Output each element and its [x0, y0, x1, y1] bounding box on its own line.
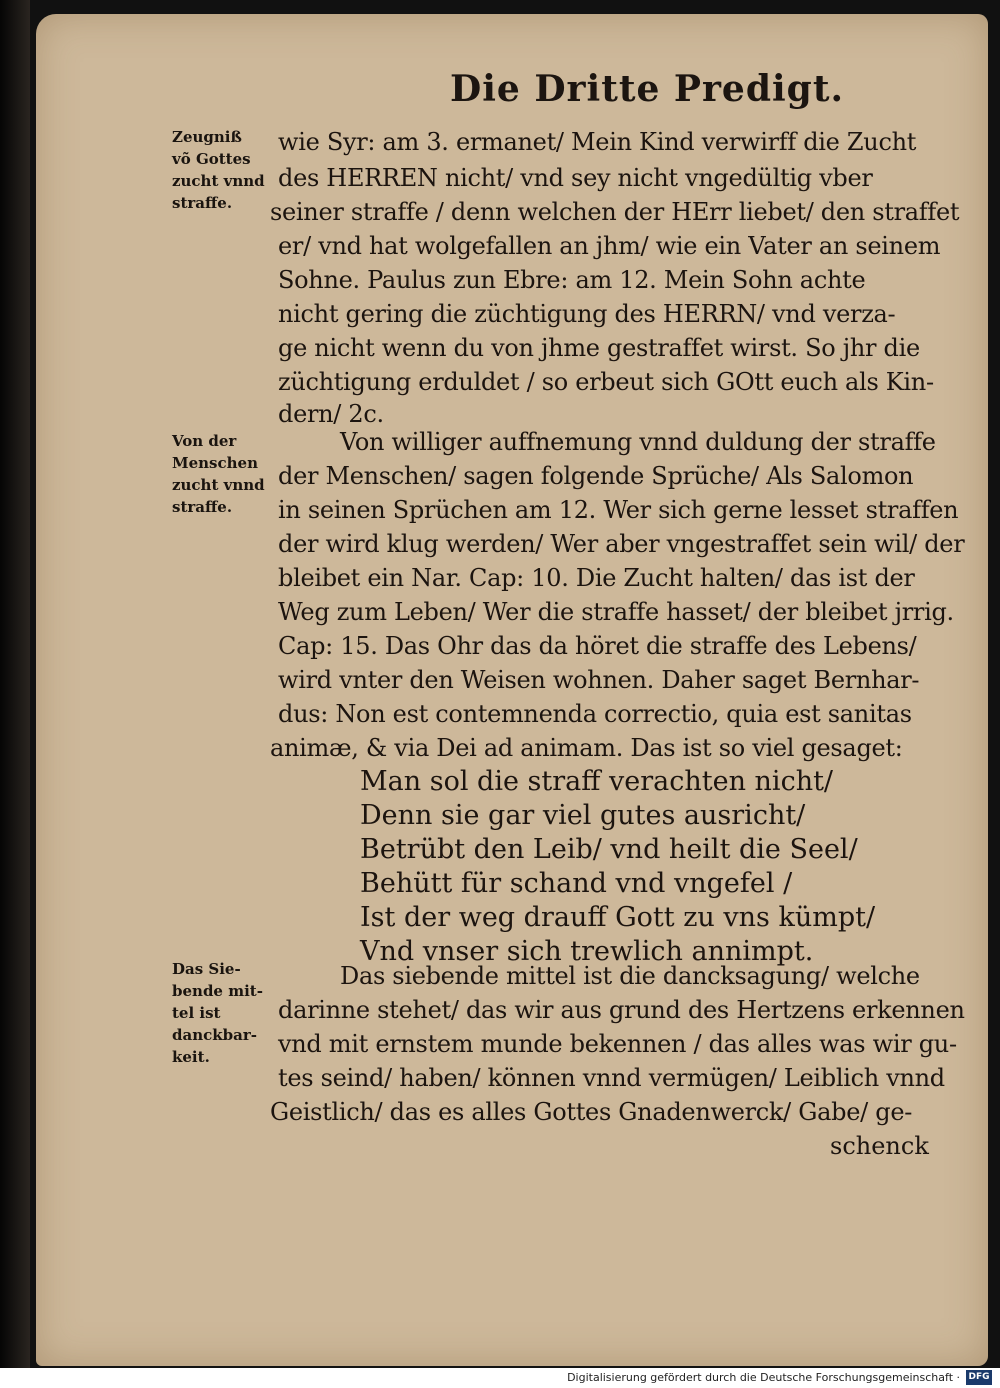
- margin-note-3: [172, 958, 272, 1068]
- margin-note-line: straffe.: [172, 194, 233, 212]
- margin-note-line: Menschen: [172, 454, 258, 472]
- margin-note-line: zucht vnnd: [172, 476, 265, 494]
- body-line: dus: Non est contemnenda correctio, quia est sanitas: [278, 700, 912, 728]
- body-line: Das siebende mittel ist die dancksagung/ welche: [340, 962, 920, 990]
- poem-line: Ist der weg drauff Gott zu vns kümpt/: [360, 902, 876, 933]
- margin-note-line: tel ist: [172, 1004, 221, 1022]
- body-line: in seinen Sprüchen am 12. Wer sich gerne lesset straffen: [278, 496, 959, 524]
- body-line: er/ vnd hat wolgefallen an jhm/ wie ein Vater an seinem: [278, 232, 941, 260]
- body-line: Von williger auffnemung vnnd duldung der straffe: [340, 428, 936, 456]
- body-line: animæ, & via Dei ad animam. Das ist so viel gesaget:: [270, 734, 903, 762]
- body-line: Cap: 15. Das Ohr das da höret die straffe des Lebens/: [278, 632, 917, 660]
- body-line: darinne stehet/ das wir aus grund des Hertzens erkennen: [278, 996, 965, 1024]
- margin-note-1: [172, 126, 272, 214]
- poem-line: Betrübt den Leib/ vnd heilt die Seel/: [360, 834, 858, 865]
- body-line: wie Syr: am 3. ermanet/ Mein Kind verwirff die Zucht: [278, 128, 917, 156]
- margin-note-line: keit.: [172, 1048, 210, 1066]
- running-head: Die Dritte Predigt.: [450, 68, 845, 110]
- body-line: tes seind/ haben/ können vnnd vermügen/ Leiblich vnnd: [278, 1064, 945, 1092]
- body-line: bleibet ein Nar. Cap: 10. Die Zucht halten/ das ist der: [278, 564, 915, 592]
- margin-note-line: Das Sie-: [172, 960, 241, 978]
- body-line: Weg zum Leben/ Wer die straffe hasset/ der bleibet jrrig.: [278, 598, 954, 626]
- margin-note-line: Zeugniß: [172, 128, 242, 146]
- body-line: des HERREN nicht/ vnd sey nicht vngedültig vber: [278, 164, 873, 192]
- body-line: züchtigung erduldet / so erbeut sich GOtt euch als Kin-: [278, 368, 934, 396]
- body-line: dern/ 2c.: [278, 400, 384, 428]
- book-spine-shadow: [0, 0, 30, 1388]
- poem-line: Behütt für schand vnd vngefel /: [360, 868, 793, 899]
- margin-note-line: straffe.: [172, 498, 233, 516]
- margin-note-line: Von der: [172, 432, 237, 450]
- margin-note-line: võ Gottes: [172, 150, 251, 168]
- poem-line: Vnd vnser sich trewlich annimpt.: [360, 936, 814, 967]
- body-line: der wird klug werden/ Wer aber vngestraffet sein wil/ der: [278, 530, 965, 558]
- footer-credit: Digitalisierung gefördert durch die Deutsche Forschungsgemeinschaft ·: [567, 1371, 960, 1384]
- poem-line: Denn sie gar viel gutes ausricht/: [360, 800, 806, 831]
- body-line: wird vnter den Weisen wohnen. Daher saget Bernhar-: [278, 666, 920, 694]
- body-line: ge nicht wenn du von jhme gestraffet wirst. So jhr die: [278, 334, 920, 362]
- margin-note-line: danckbar-: [172, 1026, 257, 1044]
- body-line: vnd mit ernstem munde bekennen / das alles was wir gu-: [278, 1030, 957, 1058]
- body-line: Geistlich/ das es alles Gottes Gnadenwerck/ Gabe/ ge-: [270, 1098, 913, 1126]
- catchword: schenck: [830, 1132, 929, 1160]
- body-line: Sohne. Paulus zun Ebre: am 12. Mein Sohn achte: [278, 266, 866, 294]
- body-line: der Menschen/ sagen folgende Sprüche/ Als Salomon: [278, 462, 914, 490]
- margin-note-2: [172, 430, 272, 518]
- margin-note-line: zucht vnnd: [172, 172, 265, 190]
- body-line: seiner straffe / denn welchen der HErr liebet/ den straffet: [270, 198, 960, 226]
- poem-line: Man sol die straff verachten nicht/: [360, 766, 834, 797]
- body-line: nicht gering die züchtigung des HERRN/ vnd verza-: [278, 300, 896, 328]
- dfg-logo: DFG: [966, 1370, 992, 1385]
- margin-note-line: bende mit-: [172, 982, 263, 1000]
